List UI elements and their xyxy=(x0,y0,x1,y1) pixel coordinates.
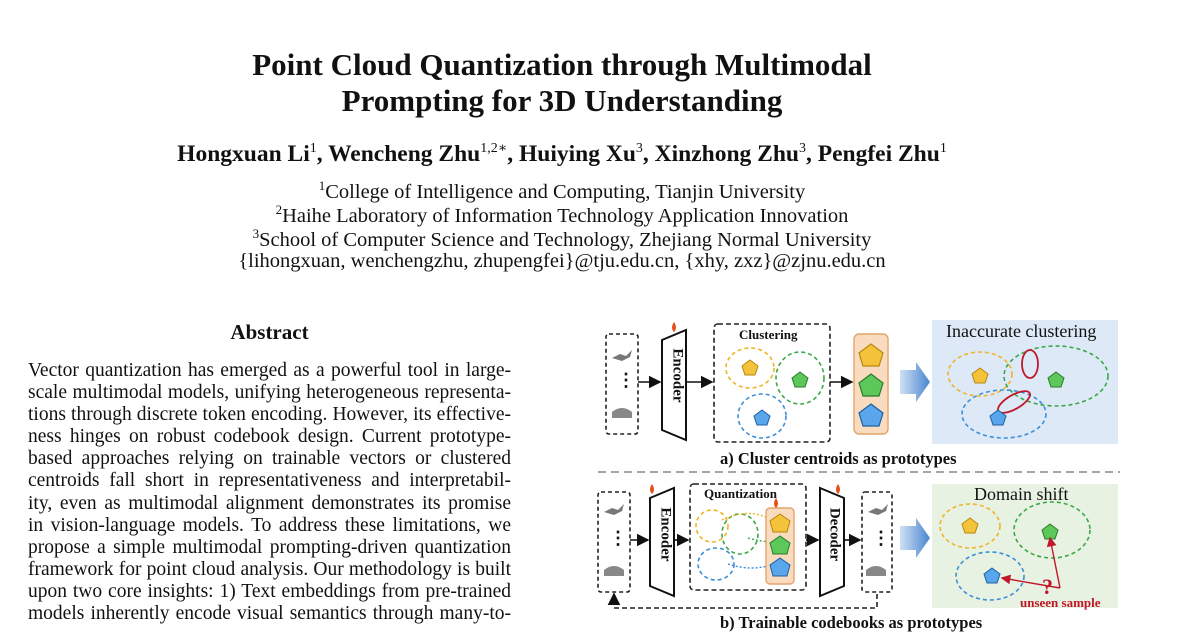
affiliation-1: $^1$College of Intelligence and Computing, Tianjin University xyxy=(318,178,806,203)
decoder-label: Decoder xyxy=(826,507,843,562)
author-separator: , xyxy=(507,140,519,167)
abstract-line: propose a simple multimodal prompting-driven quantization xyxy=(28,536,511,558)
author-affiliation-mark: 1,2∗ xyxy=(480,141,508,156)
author-affiliation-mark: 3 xyxy=(635,141,643,156)
car-icon xyxy=(612,408,632,418)
abstract-line: upon two core insights: 1) Text embeddings from pre-trained xyxy=(28,580,511,602)
abstract-line: ity, even as multimodal alignment demonstrates its promise xyxy=(28,492,511,514)
caption-a: a) Cluster centroids as prototypes xyxy=(720,449,957,468)
affiliation-3: $^3$School of Computer Science and Technology, Zhejiang Normal University xyxy=(252,226,872,251)
author-name: Huiying Xu xyxy=(519,140,636,167)
author-list xyxy=(0,140,1124,168)
author-separator: , xyxy=(805,140,818,167)
paper-title xyxy=(0,47,1124,119)
abstract-line: models inherently encode visual semantics through many-to- xyxy=(28,603,511,625)
author-name: Pengfei Zhu xyxy=(817,140,940,167)
abstract-heading: Abstract xyxy=(230,320,309,344)
author-emails: {lihongxuan, wenchengzhu, zhupengfei}@tju.edu.cn, {xhy, zxz}@zjnu.edu.cn xyxy=(238,250,886,272)
abstract-line: centroids fall short in representativeness and interpretabil- xyxy=(28,470,511,492)
teaser-figure xyxy=(590,312,1130,630)
author-affiliation-mark: 1 xyxy=(939,141,947,156)
encoder-label-a: Encoder xyxy=(669,348,686,403)
title-line-2: Prompting for 3D Understanding xyxy=(341,83,783,118)
airplane-icon xyxy=(612,350,632,361)
abstract-line: tions through discrete token encoding. However, its effective- xyxy=(28,404,511,426)
ellipsis-input-b: ⋮ xyxy=(609,528,627,548)
abstract-line: ness hinges on robust codebook design. Current prototype- xyxy=(28,426,511,448)
caption-b: b) Trainable codebooks as prototypes xyxy=(720,613,983,632)
affiliation-2: $^2$Haihe Laboratory of Information Technology Application Innovation xyxy=(275,202,849,227)
panel-b-title: Domain shift xyxy=(974,484,1069,504)
ellipsis-input-a: ⋮ xyxy=(617,370,635,390)
abstract-body xyxy=(28,360,511,625)
author-separator: , xyxy=(316,140,329,167)
ellipsis-output: ⋮ xyxy=(872,528,890,548)
abstract-line: scale multimodal models, unifying heterogeneous representa- xyxy=(28,382,511,404)
abstract-line: framework for point cloud analysis. Our methodology is built xyxy=(28,558,511,580)
clustering-label: Clustering xyxy=(739,327,798,342)
author-name: Hongxuan Li xyxy=(177,140,310,167)
encoder-label-b: Encoder xyxy=(657,507,674,562)
abstract-line: based approaches relying on trainable vectors or clustered xyxy=(28,448,511,470)
quantization-label: Quantization xyxy=(704,486,777,501)
author-separator: , xyxy=(642,140,655,167)
abstract-line: in vision-language models. To address these limitations, we xyxy=(28,514,511,536)
author-name: Xinzhong Zhu xyxy=(654,140,799,167)
author-affiliation-mark: 3 xyxy=(798,141,806,156)
unseen-sample-label: unseen sample xyxy=(1020,595,1101,610)
title-line-1: Point Cloud Quantization through Multimodal xyxy=(252,47,872,82)
panel-a-title: Inaccurate clustering xyxy=(946,321,1097,341)
author-name: Wencheng Zhu xyxy=(328,140,481,167)
abstract-line: Vector quantization has emerged as a powerful tool in large- xyxy=(28,360,511,381)
author-affiliation-mark: 1 xyxy=(309,141,317,156)
question-mark-icon: ? xyxy=(1042,574,1053,599)
flame-icon xyxy=(672,322,676,332)
